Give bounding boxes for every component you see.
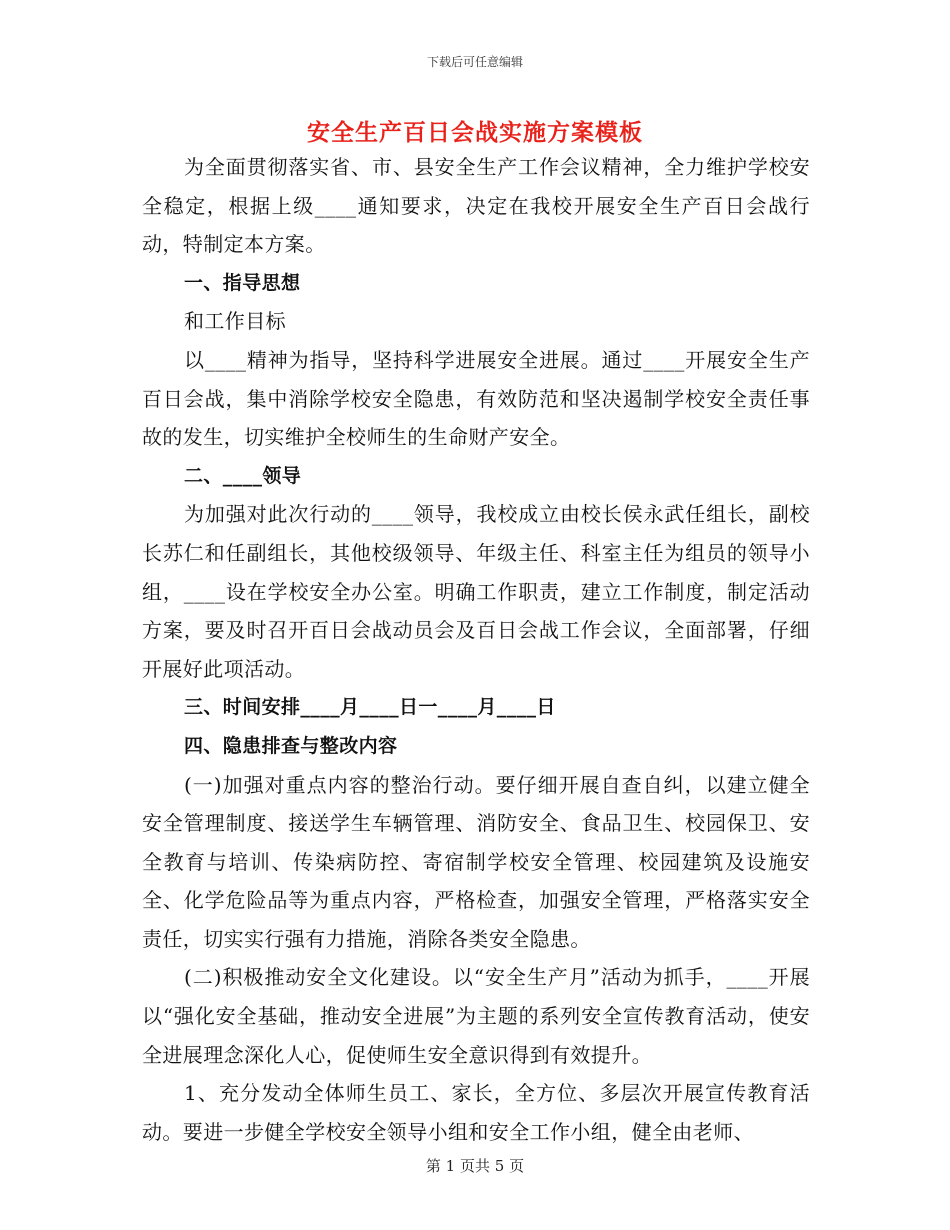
section-heading-schedule: 三、时间安排____月____日一____月____日: [184, 696, 556, 719]
page-number: 第 1 页共 5 页: [425, 1157, 525, 1175]
section-heading-leadership: 二、____领导: [184, 464, 302, 487]
paragraph-item-1: 1、充分发动全体师生员工、家长，全方位、多层次开展宣传教育活动。要进一步健全学校安全领导小组和安全工作小组，健全由老师、: [142, 1081, 810, 1144]
section-heading-guiding-thought: 一、指导思想: [184, 271, 301, 294]
paragraph-intro: 为全面贯彻落实省、市、县安全生产工作会议精神，全力维护学校安全稳定，根据上级____通知要求，决定在我校开展安全生产百日会战行动，特制定本方案。: [142, 155, 810, 257]
section-heading-rectification: 四、隐患排查与整改内容: [184, 734, 398, 757]
paragraph-guiding-thought: 以____精神为指导，坚持科学进展安全进展。通过____开展安全生产百日会战，集中消除学校安全隐患，有效防范和坚决遏制学校安全责任事故的发生，切实维护全校师生的生命财产安全。: [142, 347, 810, 450]
header-note: 下载后可任意编辑: [426, 55, 523, 69]
document-title: 安全生产百日会战实施方案模板: [307, 119, 643, 146]
paragraph-safety-culture: (二)积极推动安全文化建设。以“安全生产月”活动为抓手，____开展以“强化安全基础，推动安全进展”为主题的系列安全宣传教育活动，使安全进展理念深化人心，促使师生安全意识得到有效提升。: [142, 965, 810, 1067]
paragraph-leadership: 为加强对此次行动的____领导，我校成立由校长侯永武任组长，副校长苏仁和任副组长，其他校级领导、年级主任、科室主任为组员的领导小组，____设在学校安全办公室。明确工作职责，建立工作制度，制定活动方案，要及时召开百日会战动员会及百日会战工作会议，全面部署，仔细开展好此项活动。: [142, 502, 810, 681]
document-body: [142, 148, 810, 1151]
paragraph-key-content: (一)加强对重点内容的整治行动。要仔细开展自查自纠，以建立健全安全管理制度、接送学生车辆管理、消防安全、食品卫生、校园保卫、安全教育与培训、传染病防控、寄宿制学校安全管理、校园建筑及设施安全、化学危险品等为重点内容，严格检查，加强安全管理，严格落实安全责任，切实实行强有力措施，消除各类安全隐患。: [142, 772, 810, 951]
paragraph-work-goals-label: 和工作目标: [184, 309, 286, 334]
